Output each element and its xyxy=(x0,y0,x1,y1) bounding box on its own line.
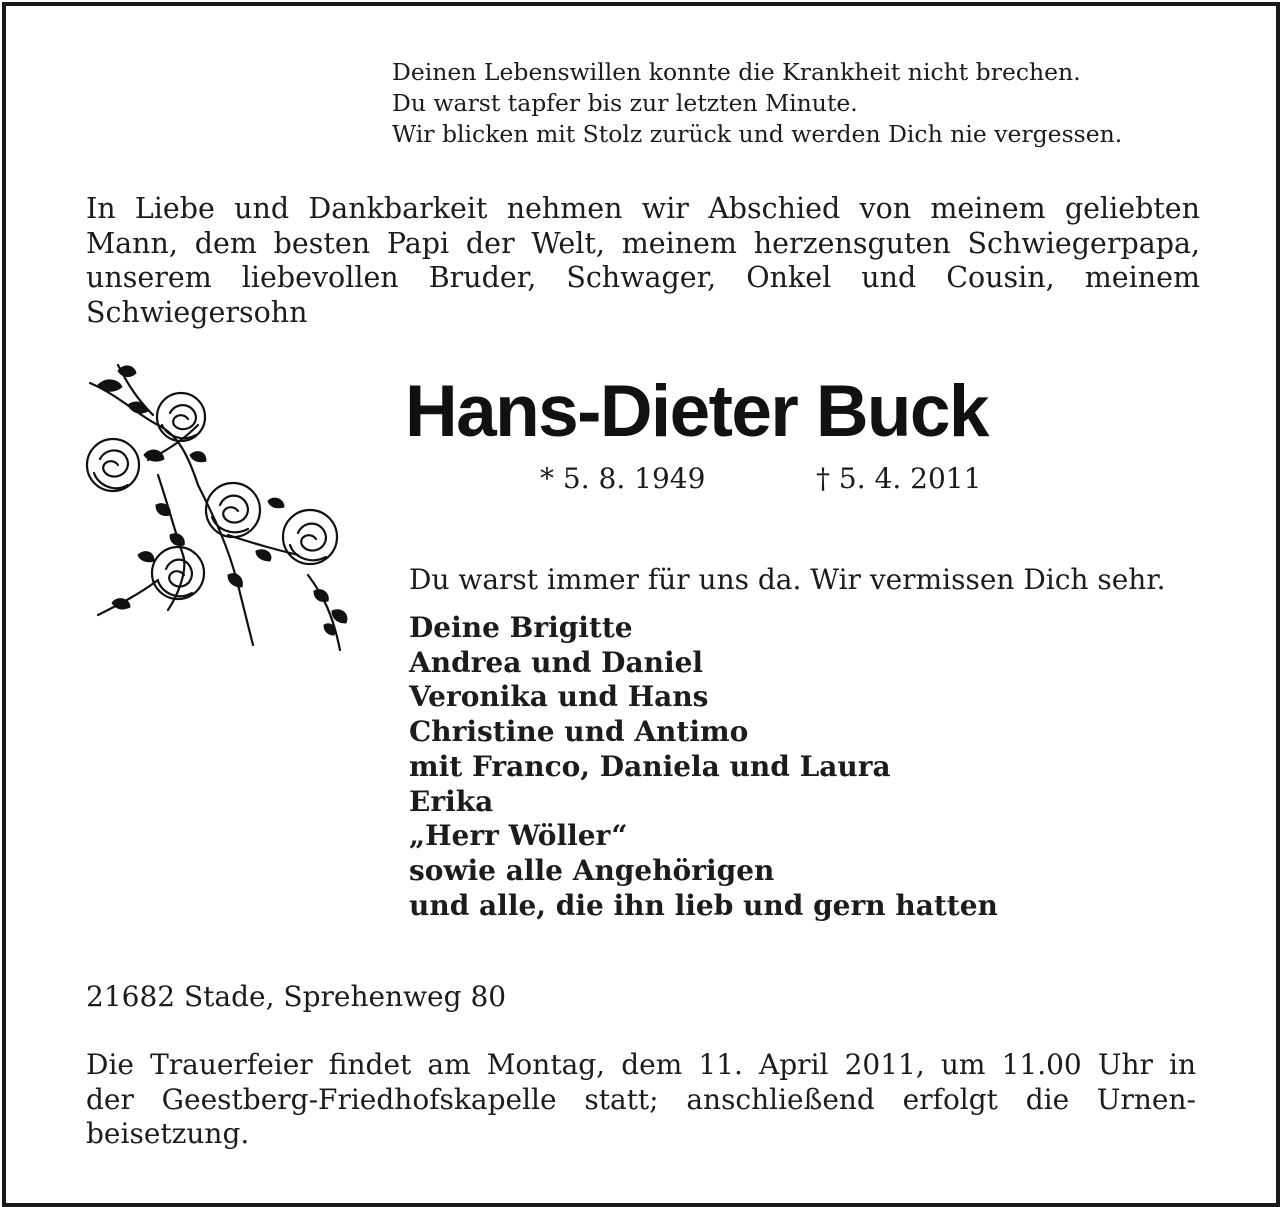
mourner-line: Erika xyxy=(409,784,494,818)
intro-line: unserem liebevollen Bruder, Schwager, Onkel und Cousin, meinem xyxy=(86,261,1200,294)
mourner-line: „Herr Wöller“ xyxy=(409,819,628,853)
mourner-line: Andrea und Daniel xyxy=(409,645,704,679)
mourner-line: Veronika und Hans xyxy=(409,680,709,714)
intro-line: Mann, dem besten Papi der Welt, meinem herzensguten Schwiegerpapa, xyxy=(86,226,1200,260)
motto-line: Du warst tapfer bis zur letzten Minute. xyxy=(392,89,858,117)
mourner-line: mit Franco, Daniela und Laura xyxy=(409,749,891,783)
rose-branch-icon xyxy=(78,355,370,657)
mourner-line: Christine und Antimo xyxy=(409,715,749,749)
motto-line: Deinen Lebenswillen konnte die Krankheit nicht brechen. xyxy=(392,58,1081,86)
motto-verse xyxy=(392,57,1122,150)
mourners-list xyxy=(409,611,998,923)
service-paragraph xyxy=(86,1048,1196,1152)
birth-date: * 5. 8. 1949 xyxy=(540,462,706,495)
death-date: † 5. 4. 2011 xyxy=(816,462,982,495)
deceased-name: Hans-Dieter Buck xyxy=(405,371,988,452)
intro-line: In Liebe und Dankbarkeit nehmen wir Abschied von meinem geliebten xyxy=(86,192,1200,225)
intro-paragraph xyxy=(86,192,1200,330)
tagline: Du warst immer für uns da. Wir vermissen Dich sehr. xyxy=(409,563,1166,596)
service-line: beisetzung. xyxy=(86,1117,250,1150)
mourner-line: Deine Brigitte xyxy=(409,611,633,644)
address: 21682 Stade, Sprehenweg 80 xyxy=(86,980,507,1013)
intro-line: Schwiegersohn xyxy=(86,295,308,329)
service-line: Die Trauerfeier findet am Montag, dem 11. April 2011, um 11.00 Uhr in xyxy=(86,1048,1196,1081)
motto-line: Wir blicken mit Stolz zurück und werden Dich nie vergessen. xyxy=(392,120,1123,148)
service-line: der Geestberg-Friedhofskapelle statt; anschließend erfolgt die Urnen- xyxy=(86,1082,1196,1116)
mourner-line: und alle, die ihn lieb und gern hatten xyxy=(409,888,998,922)
mourner-line: sowie alle Angehörigen xyxy=(409,853,775,887)
